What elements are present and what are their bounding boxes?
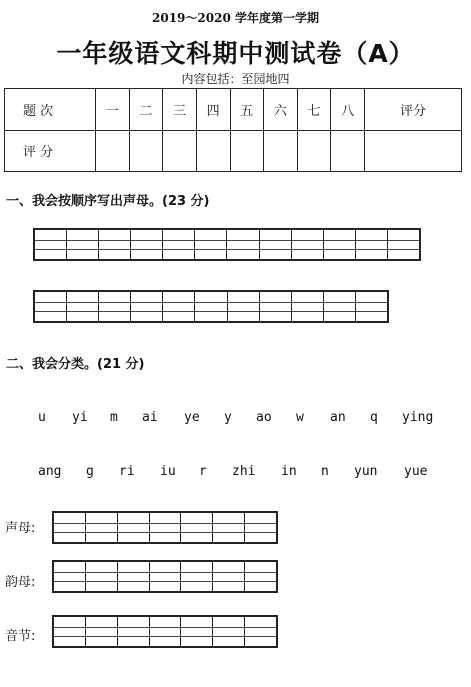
grid-cell[interactable]	[66, 230, 98, 259]
score-table-cell: 题 次	[5, 89, 96, 131]
score-blank-cell[interactable]	[163, 130, 197, 172]
grid-cell[interactable]	[98, 230, 130, 259]
score-table-cell: 七	[297, 89, 331, 131]
school-year: 2019～2020 学年度第一学期	[152, 11, 319, 25]
pinyin-syllable: r	[199, 464, 207, 479]
grid-cell[interactable]	[259, 292, 291, 321]
grid-cell[interactable]	[54, 617, 85, 646]
pinyin-syllable: an	[330, 410, 346, 425]
grid-cell[interactable]	[194, 230, 226, 259]
page-title: 一年级语文科期中测试卷（A）	[56, 39, 415, 68]
grid-cell[interactable]	[130, 292, 162, 321]
grid-cell[interactable]	[149, 513, 181, 542]
grid-cell[interactable]	[85, 617, 117, 646]
score-table-cell: 三	[163, 89, 197, 131]
grid-cell[interactable]	[291, 230, 323, 259]
writing-grid[interactable]	[52, 615, 278, 648]
grid-cell[interactable]	[355, 230, 387, 259]
pinyin-syllable: yue	[404, 464, 428, 479]
pinyin-syllable: zhi	[232, 464, 256, 479]
score-table-cell: 六	[264, 89, 298, 131]
pinyin-syllable: ai	[142, 410, 158, 425]
score-table-header-row	[5, 89, 462, 131]
grid-cell[interactable]	[212, 513, 244, 542]
grid-cell[interactable]	[162, 292, 194, 321]
pinyin-syllable: yi	[72, 410, 88, 425]
grid-cell[interactable]	[244, 513, 276, 542]
grid-cell[interactable]	[35, 230, 66, 259]
score-blank-cell[interactable]	[331, 130, 365, 172]
grid-cell[interactable]	[244, 617, 276, 646]
grid-cell[interactable]	[387, 230, 419, 259]
grid-cell[interactable]	[226, 230, 258, 259]
grid-cell[interactable]	[162, 230, 194, 259]
grid-cell[interactable]	[180, 562, 212, 591]
pinyin-syllable: ang	[38, 464, 62, 479]
shengmu-label: 声母:	[5, 521, 36, 536]
grid-cell[interactable]	[194, 292, 226, 321]
pinyin-syllable: w	[296, 410, 304, 425]
pinyin-syllable: n	[321, 464, 329, 479]
score-table-cell: 一	[96, 89, 130, 131]
grid-cell[interactable]	[212, 617, 244, 646]
score-table-cell: 五	[230, 89, 264, 131]
pinyin-syllable: u	[38, 410, 46, 425]
grid-cell[interactable]	[54, 513, 85, 542]
score-table-cell: 八	[331, 89, 365, 131]
grid-cell[interactable]	[149, 562, 181, 591]
pinyin-syllable: g	[86, 464, 94, 479]
yunmu-label: 韵母:	[5, 575, 36, 590]
grid-cell[interactable]	[85, 562, 117, 591]
grid-cell[interactable]	[117, 562, 149, 591]
section-2-heading: 二、我会分类。(21 分)	[6, 357, 145, 372]
grid-cell[interactable]	[149, 617, 181, 646]
grid-cell[interactable]	[323, 292, 355, 321]
grid-cell[interactable]	[35, 292, 66, 321]
grid-cell[interactable]	[66, 292, 98, 321]
grid-cell[interactable]	[98, 292, 130, 321]
grid-cell[interactable]	[244, 562, 276, 591]
score-blank-cell[interactable]	[264, 130, 298, 172]
score-table-cell: 评分	[365, 89, 462, 131]
writing-grid[interactable]	[52, 511, 278, 544]
yinjie-label: 音节:	[5, 629, 36, 644]
grid-cell[interactable]	[323, 230, 355, 259]
pinyin-syllable: yun	[354, 464, 378, 479]
pinyin-syllable: ri	[119, 464, 135, 479]
page-subtitle: 内容包括：至园地四	[181, 72, 290, 86]
pinyin-syllable: in	[281, 464, 297, 479]
grid-cell[interactable]	[117, 513, 149, 542]
grid-cell[interactable]	[85, 513, 117, 542]
grid-cell[interactable]	[130, 230, 162, 259]
writing-grid[interactable]	[33, 228, 421, 261]
writing-grid[interactable]	[33, 290, 389, 323]
writing-grid[interactable]	[52, 560, 278, 593]
pinyin-syllable: y	[224, 410, 232, 425]
score-blank-cell[interactable]	[96, 130, 130, 172]
score-blank-cell[interactable]	[129, 130, 163, 172]
grid-cell[interactable]	[180, 617, 212, 646]
pinyin-syllable: ying	[402, 410, 434, 425]
grid-cell[interactable]	[227, 292, 259, 321]
grid-cell[interactable]	[259, 230, 291, 259]
score-table-cell: 四	[196, 89, 230, 131]
score-table-cell: 二	[129, 89, 163, 131]
score-table-cell: 评 分	[5, 130, 96, 172]
pinyin-syllable: q	[370, 410, 378, 425]
score-table-score-row	[5, 130, 462, 172]
score-blank-cell[interactable]	[196, 130, 230, 172]
score-blank-cell[interactable]	[297, 130, 331, 172]
grid-cell[interactable]	[54, 562, 85, 591]
grid-cell[interactable]	[117, 617, 149, 646]
score-blank-cell[interactable]	[230, 130, 264, 172]
grid-cell[interactable]	[355, 292, 387, 321]
grid-cell[interactable]	[212, 562, 244, 591]
score-blank-cell[interactable]	[365, 130, 462, 172]
grid-cell[interactable]	[291, 292, 323, 321]
grid-cell[interactable]	[180, 513, 212, 542]
pinyin-syllable: m	[110, 410, 118, 425]
section-1-heading: 一、我会按顺序写出声母。(23 分)	[6, 194, 210, 209]
pinyin-syllable: ao	[256, 410, 272, 425]
pinyin-syllable: iu	[160, 464, 176, 479]
score-table	[4, 88, 462, 172]
pinyin-syllable: ye	[184, 410, 200, 425]
